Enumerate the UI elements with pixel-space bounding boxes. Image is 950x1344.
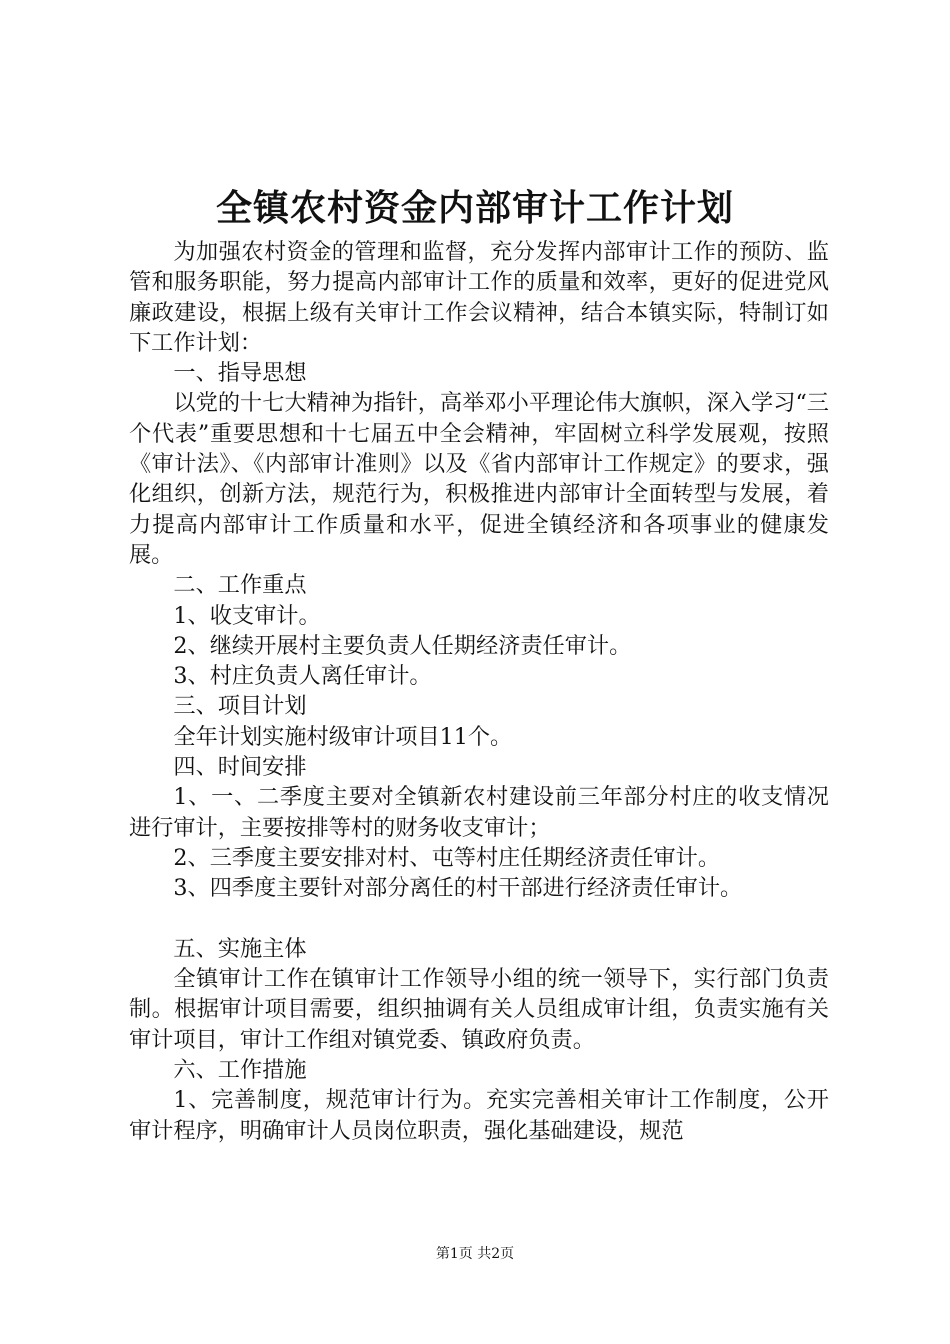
schedule-item-2: 2、三季度主要安排对村、屯等村庄任期经济责任审计。 bbox=[173, 844, 721, 871]
section-heading-work-measures: 六、工作措施 bbox=[173, 1057, 307, 1084]
work-focus-item-2: 2、继续开展村主要负责人任期经济责任审计。 bbox=[173, 632, 632, 659]
section-heading-work-focus: 二、工作重点 bbox=[173, 572, 307, 599]
schedule-item-3: 3、四季度主要针对部分离任的村干部进行经济责任审计。 bbox=[173, 875, 743, 902]
work-measures-item-1: 1、完善制度，规范审计行为。充实完善相关审计工作制度，公开审计程序，明确审计人员岗位职责，强化基础建设，规范 bbox=[129, 1087, 829, 1144]
document-title: 全镇农村资金内部审计工作计划 bbox=[215, 188, 734, 229]
project-plan-paragraph: 全年计划实施村级审计项目11个。 bbox=[173, 723, 513, 750]
intro-paragraph: 为加强农村资金的管理和监督，充分发挥内部审计工作的预防、监管和服务职能，努力提高内部审计工作的质量和效率，更好的促进党风廉政建设，根据上级有关审计工作会议精神，结合本镇实际，特制订如下工作计划： bbox=[129, 239, 829, 356]
page-number-footer: 第1页 共2页 bbox=[435, 1246, 515, 1262]
section-heading-project-plan: 三、项目计划 bbox=[173, 693, 307, 720]
work-focus-item-1: 1、收支审计。 bbox=[173, 602, 321, 629]
section-heading-schedule: 四、时间安排 bbox=[173, 754, 307, 781]
section-heading-implementing-body: 五、实施主体 bbox=[173, 935, 307, 962]
section-heading-guiding-ideology: 一、指导思想 bbox=[173, 360, 307, 387]
guiding-ideology-paragraph: 以党的十七大精神为指针，高举邓小平理论伟大旗帜，深入学习“三个代表”重要思想和十七届五中全会精神，牢固树立科学发展观，按照《审计法》、《内部审计准则》以及《省内部审计工作规定》的要求，强化组织，创新方法，规范行为，积极推进内部审计全面转型与发展，着力提高内部审计工作质量和水平，促进全镇经济和各项事业的健康发展。 bbox=[129, 390, 829, 568]
work-focus-item-3: 3、村庄负责人离任审计。 bbox=[173, 663, 432, 690]
implementing-body-paragraph: 全镇审计工作在镇审计工作领导小组的统一领导下，实行部门负责制。根据审计项目需要，组织抽调有关人员组成审计组，负责实施有关审计项目，审计工作组对镇党委、镇政府负责。 bbox=[129, 966, 829, 1053]
blank-line bbox=[129, 904, 829, 934]
document-body bbox=[129, 237, 829, 1146]
schedule-item-1: 1、一、二季度主要对全镇新农村建设前三年部分村庄的收支情况进行审计，主要按排等村的财务收支审计； bbox=[129, 784, 829, 841]
